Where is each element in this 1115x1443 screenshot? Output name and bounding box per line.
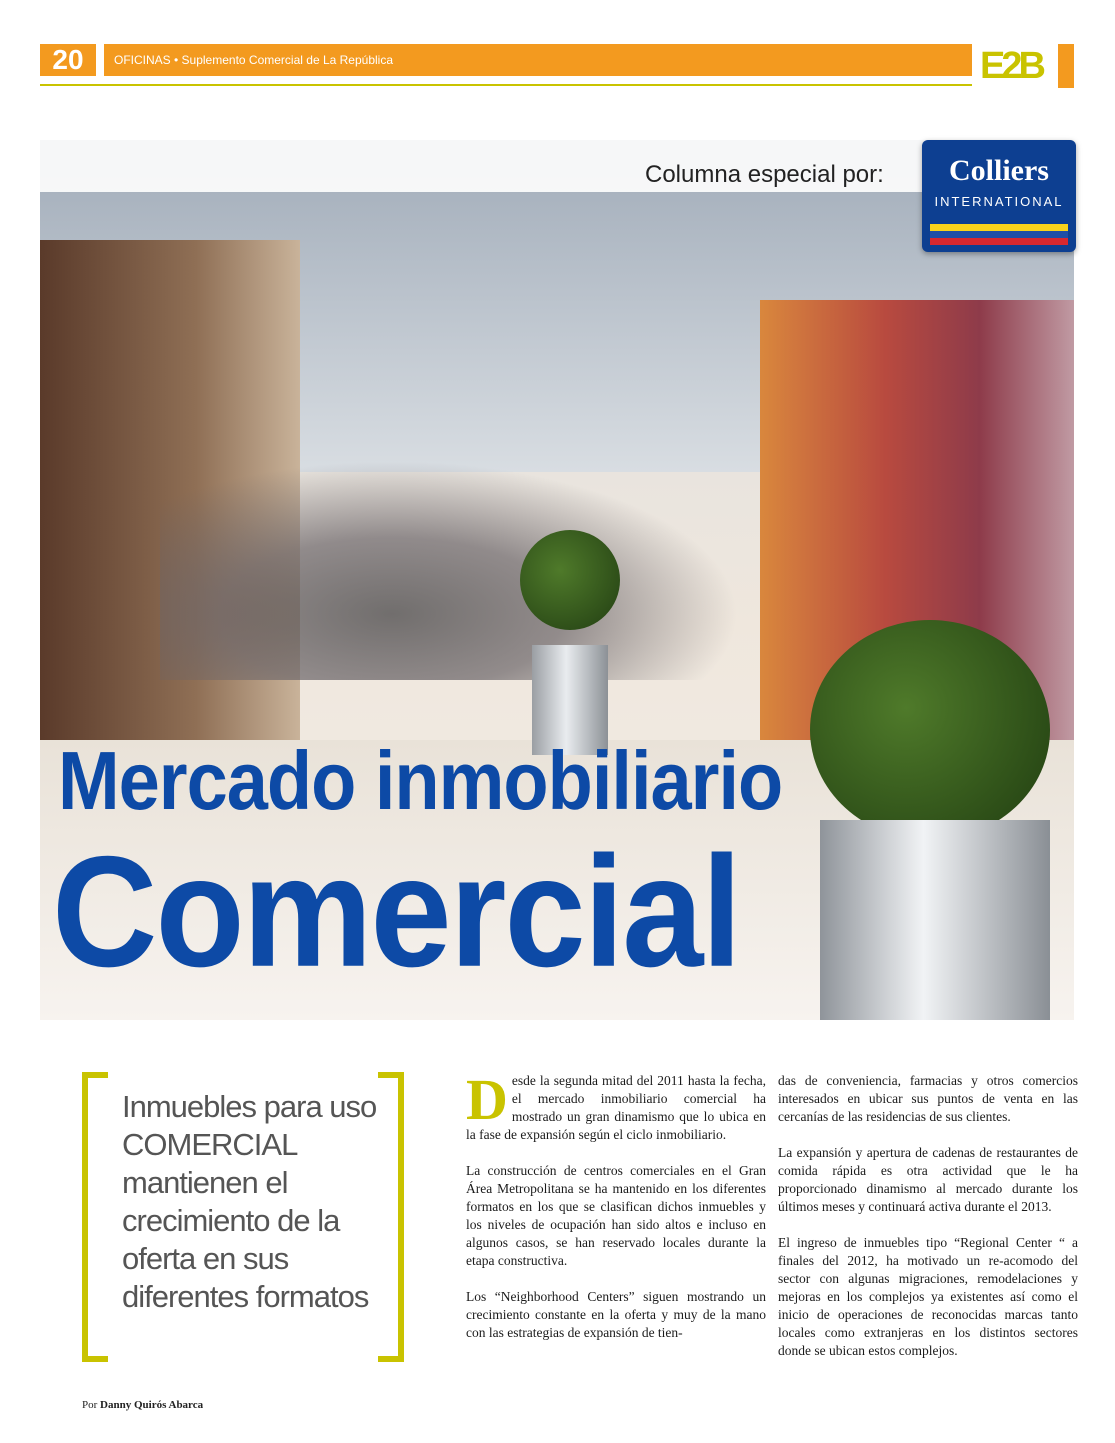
bracket-right [398, 1072, 404, 1362]
photo-plant-large [810, 620, 1050, 840]
bracket-right-bottom [378, 1356, 404, 1362]
drop-cap: D [466, 1067, 508, 1132]
header-divider [40, 84, 972, 86]
page-number: 20 [40, 44, 96, 76]
byline-prefix: Por [82, 1399, 98, 1411]
photo-plant-small [520, 530, 620, 630]
pull-quote: Inmuebles para uso COMERCIAL mantienen el crecimiento de la oferta en sus diferentes formatos [122, 1089, 377, 1314]
logo-subtitle: INTERNATIONAL [934, 194, 1064, 209]
colliers-logo [922, 140, 1076, 252]
article-paragraph: La construcción de centros comerciales en el Gran Área Metropolitana se ha mantenido en los diferentes formatos en los que se clasifican dichos inmuebles y los niveles de ocupación han sido altos e incluso en algunos casos, se han reservado locales durante la etapa constructiva. [466, 1163, 766, 1268]
headline-line2: Comercial [52, 823, 740, 1000]
logo-stripe-red [930, 238, 1068, 245]
bracket-left-bottom [82, 1356, 108, 1362]
paragraph-text: esde la segunda mitad del 2011 hasta la fecha, el mercado inmobiliario comercial ha mostrado un gran dinamismo que lo ubica en la fase de expansión según el ciclo inmobiliario. [466, 1073, 766, 1142]
article-paragraph: Los “Neighborhood Centers” siguen mostrando un crecimiento constante en la oferta y muy de la mano con las estrategias de expansión de tien- [466, 1289, 766, 1340]
brand-accent-bar [1058, 44, 1074, 88]
logo-stripe-yellow [930, 224, 1068, 231]
byline-author: Danny Quirós Abarca [100, 1399, 204, 1411]
article-column-2 [778, 1072, 1078, 1378]
logo-name: Colliers [949, 154, 1049, 187]
headline-line1: Mercado inmobiliario [58, 734, 783, 827]
article-paragraph [466, 1067, 766, 1144]
column-label: Columna especial por: [645, 161, 884, 188]
section-title: OFICINAS • Suplemento Comercial de La República [114, 53, 393, 67]
photo-pot-large [820, 820, 1050, 1020]
byline [82, 1398, 203, 1412]
hero-top-strip [40, 140, 1074, 192]
bracket-left-top [82, 1072, 108, 1078]
logo-stripe-blue [930, 231, 1068, 238]
article-column-1 [466, 1067, 766, 1360]
article-paragraph: La expansión y apertura de cadenas de restaurantes de comida rápida es otra actividad que le ha proporcionado dinamismo al mercado durante los últimos meses y continuará activa durante el 2013. [778, 1145, 1078, 1214]
photo-shoppers [160, 460, 740, 680]
article-paragraph: das de conveniencia, farmacias y otros comercios interesados en ubicar sus puntos de venta en las cercanías de las residencias de sus clientes. [778, 1073, 1078, 1124]
bracket-left [82, 1072, 88, 1362]
brand-logo: E2B [980, 45, 1042, 87]
bracket-right-top [378, 1072, 404, 1078]
article-paragraph: El ingreso de inmuebles tipo “Regional Center “ a finales del 2012, ha motivado un re-acomodo del sector con algunas migraciones, remodelaciones y mejoras en los complejos ya existentes así como el inicio de operaciones de reconocidas marcas tanto locales como extranjeras en los distintos sectores donde se ubican estos complejos. [778, 1235, 1078, 1358]
